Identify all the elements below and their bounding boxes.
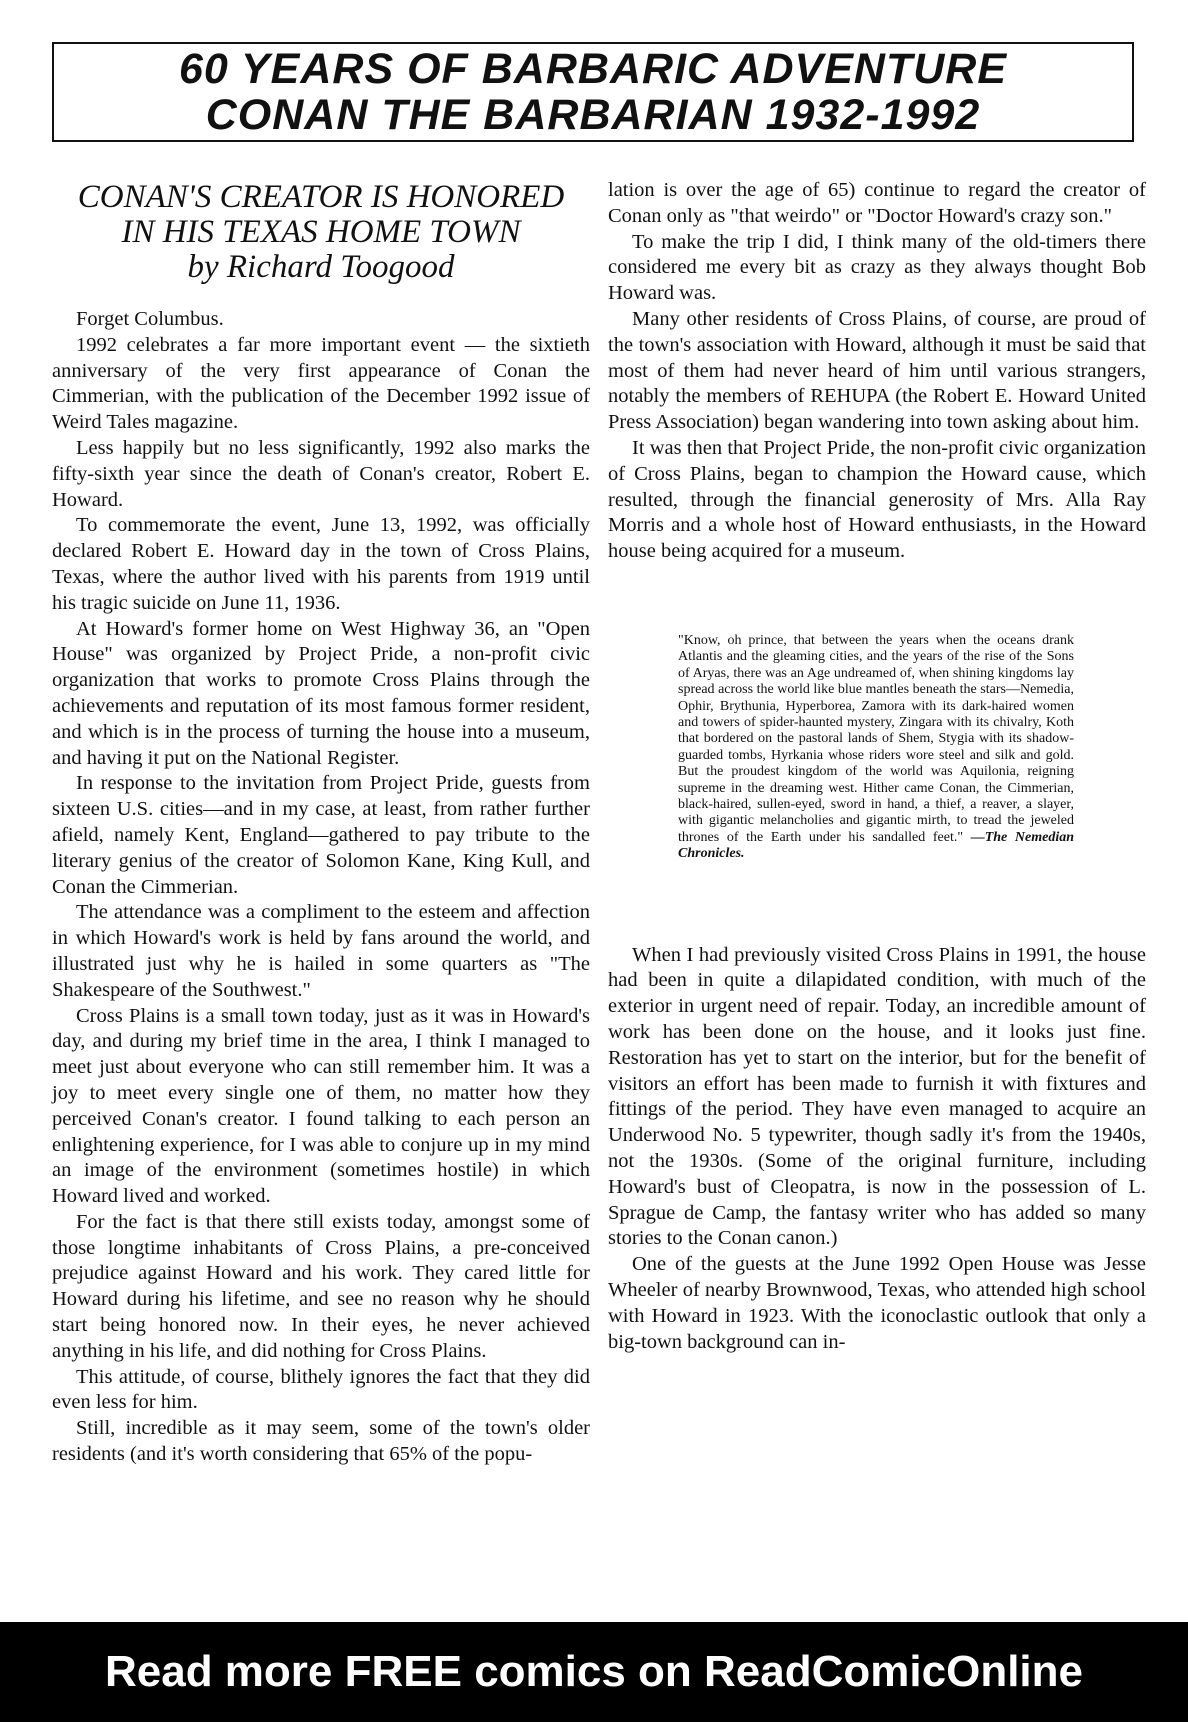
paragraph: At Howard's former home on West Highway 36, an "Open House" was organized by Project Pride, a non-profit civic organization that works to promote Cross Plains through the achievements and reputation of its most famous former resident, and which is in the process of turning the house into a museum, and having it put on the National Register. [52, 617, 590, 769]
quote-text: "Know, oh prince, that between the years when the oceans drank Atlantis and the gleaming cities, and the years of the rise of the Sons of Aryas, there was an Age undreamed of, when shining kingdoms lay spread across the world like blue mantles beneath the stars—Nemedia, Ophir, Brythunia, Hyperborea, Zamora with its dark-haired women and towers of spider-haunted mystery, Zingara with its chivalry, Koth that bordered on the pastoral lands of Shem, Stygia with its shadow-guarded tombs, Hyrkania whose riders wore steel and silk and gold. But the proudest kingdom of the world was Aquilonia, reigning supreme in the dreaming west. Hither came Conan, the Cimmerian, black-haired, sullen-eyed, sword in hand, a thief, a reaver, a slayer, with gigantic melancholies and gigantic mirth, to tread the jeweled thrones of the Earth under his sandalled feet." [678, 632, 1074, 845]
paragraph: When I had previously visited Cross Plains in 1991, the house had been in quite a dilapidated condition, with much of the exterior in urgent need of repair. Today, an incredible amount of work has been done on the house, and it looks just fine. Restoration has yet to start on the interior, but for the benefit of visitors an effort has been made to furnish it with fixtures and fittings of the period. They have even managed to acquire an Underwood No. 5 typewriter, though sadly it's from the 1940s, not the 1930s. (Some of the original furniture, including Howard's bust of Cleopatra, is now in the possession of L. Sprague de Camp, the fantasy writer who has added so many stories to the Conan canon.) [608, 943, 1146, 1250]
paragraph: Less happily but no less significantly, 1992 also marks the fifty-sixth year since the death of Conan's creator, Robert E. Howard. [52, 436, 590, 511]
right-column [608, 178, 1146, 1355]
paragraph: To commemorate the event, June 13, 1992, was officially declared Robert E. Howard day in the town of Cross Plains, Texas, where the author lived with his parents from 1919 until his tragic suicide on June 11, 1936. [52, 514, 590, 614]
article-title [52, 180, 590, 285]
paragraph: This attitude, of course, blithely ignores the fact that they did even less for him. [52, 1365, 590, 1414]
paragraph: Many other residents of Cross Plains, of course, are proud of the town's association with Howard, although it must be said that most of them had never heard of him until various strangers, notably the members of REHUPA (the Robert E. Howard United Press Association) began wandering into town asking about him. [608, 307, 1146, 434]
title-line-1: CONAN'S CREATOR IS HONORED [77, 179, 565, 215]
paragraph: The attendance was a compliment to the esteem and affection in which Howard's work is held by fans around the world, and illustrated just why he is hailed in some quarters as "The Shakespeare of the Southwest." [52, 901, 590, 1001]
footer-text[interactable]: Read more FREE comics on ReadComicOnline [104, 1647, 1083, 1696]
header-banner [52, 42, 1134, 142]
paragraph: For the fact is that there still exists today, amongst some of those longtime inhabitants of Cross Plains, a pre-conceived prejudice against Howard and his work. They cared little for Howard during his lifetime, and see no reason why he should start being honored now. In their eyes, he never achieved anything in his life, and did nothing for Cross Plains. [52, 1210, 590, 1362]
paragraph: One of the guests at the June 1992 Open House was Jesse Wheeler of nearby Brownwood, Texas, who attended high school with Howard in 1923. With the iconoclastic outlook that only a big-town background can in- [608, 1253, 1146, 1353]
byline: by Richard Toogood [187, 249, 455, 285]
quote-attribution: —The Nemedian Chronicles. [678, 829, 1074, 862]
spacer [608, 863, 1146, 943]
paragraph: lation is over the age of 65) continue to regard the creator of Conan only as "that weirdo" or "Doctor Howard's crazy son." [608, 179, 1146, 227]
footer-banner[interactable] [0, 1622, 1188, 1722]
banner-line-1: 60 YEARS OF BARBARIC ADVENTURE [179, 45, 1007, 93]
paragraph: In response to the invitation from Project Pride, guests from sixteen U.S. cities—and in my case, at least, from rather further afield, namely Kent, England—gathered to pay tribute to the literary genius of the creator of Solomon Kane, King Kull, and Conan the Cimmerian. [52, 772, 590, 898]
title-line-2: IN HIS TEXAS HOME TOWN [121, 214, 521, 250]
banner-line-2: CONAN THE BARBARIAN 1932-1992 [205, 91, 981, 139]
paragraph: It was then that Project Pride, the non-profit civic organization of Cross Plains, began to champion the Howard cause, which resulted, through the financial generosity of Mrs. Alla Ray Morris and a whole host of Howard enthusiasts, in the Howard house being acquired for a museum. [608, 436, 1146, 563]
left-column [52, 170, 590, 1468]
paragraph: 1992 celebrates a far more important event — the sixtieth anniversary of the very first appearance of Conan the Cimmerian, with the publication of the December 1992 issue of Weird Tales magazine. [52, 333, 590, 434]
paragraph: To make the trip I did, I think many of the old-timers there considered me every bit as crazy as they always thought Bob Howard was. [608, 230, 1146, 305]
paragraph: Still, incredible as it may seem, some of the town's older residents (and it's worth considering that 65% of the popu- [52, 1417, 590, 1466]
paragraph: Cross Plains is a small town today, just as it was in Howard's day, and during my brief time in the area, I think I managed to meet just about everyone who can still remember him. It was a joy to meet every single one of them, no matter how they perceived Conan's creator. I found talking to each person an enlightening experience, for I was able to conjure up in my mind an image of the environment (sometimes hostile) in which Howard lived and worked. [52, 1004, 590, 1208]
paragraph: Forget Columbus. [76, 308, 224, 330]
pull-quote [678, 633, 1074, 863]
